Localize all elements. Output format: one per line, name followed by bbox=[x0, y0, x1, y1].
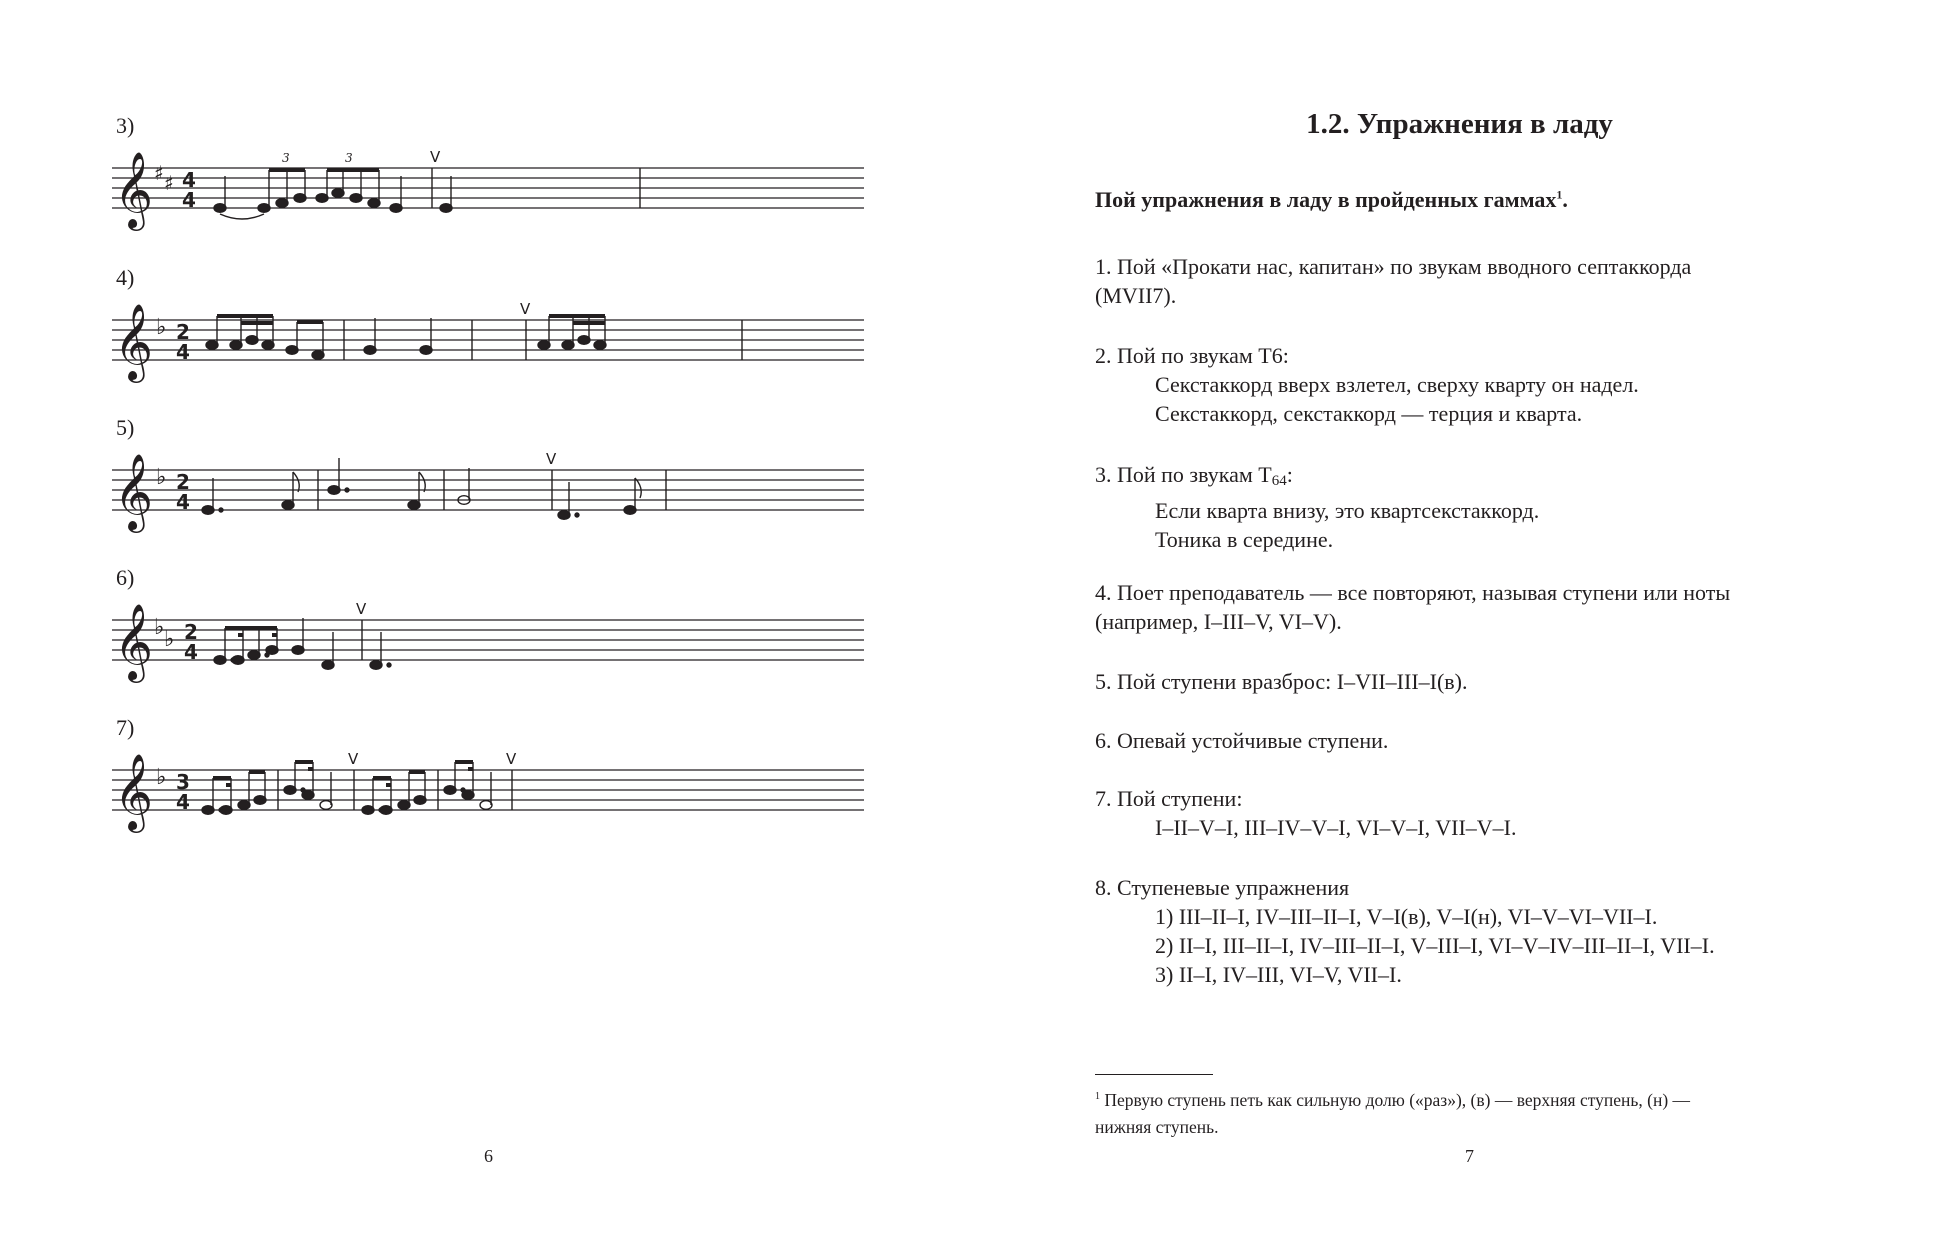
item-head: 3. Пой по звукам $T_{64}$: bbox=[1095, 462, 1293, 489]
footnote-text: Первую ступень петь как сильную долю («раз»), (в) — верхняя ступень, (н) — bbox=[1104, 1089, 1691, 1110]
time-signature-bottom: 4 bbox=[176, 340, 190, 364]
time-signature-bottom: 4 bbox=[182, 188, 196, 212]
exercise-item-6 bbox=[1095, 726, 1825, 755]
sharp-icon: ♯ bbox=[164, 171, 174, 195]
time-signature-bottom: 4 bbox=[176, 790, 190, 814]
exercise-item-5 bbox=[1095, 667, 1825, 696]
breath-mark: V bbox=[520, 300, 531, 318]
lead-paragraph bbox=[1095, 187, 1568, 213]
item-line: (например, I–III–V, VI–V). bbox=[1095, 609, 1342, 634]
example-label: 5) bbox=[116, 415, 135, 440]
notes bbox=[202, 750, 517, 814]
music-staff-example-3 bbox=[112, 140, 872, 230]
breath-mark: V bbox=[506, 750, 517, 768]
footnote-reference: 1 bbox=[1556, 187, 1563, 202]
item-line: (MVII7). bbox=[1095, 283, 1177, 308]
exercise-item-7 bbox=[1095, 784, 1825, 842]
flat-icon: ♭ bbox=[164, 627, 175, 652]
breath-mark: V bbox=[356, 600, 367, 618]
music-staff-example-5 bbox=[112, 442, 872, 532]
right-page bbox=[973, 0, 1946, 1251]
treble-clef-icon: 𝄞 bbox=[114, 303, 154, 380]
item-line: 1. Пой «Прокати нас, капитан» по звукам вводного септаккорда bbox=[1095, 254, 1692, 279]
treble-clef-icon: 𝄞 bbox=[114, 151, 154, 228]
time-signature-top: 3 bbox=[176, 770, 190, 794]
flat-icon: ♭ bbox=[156, 465, 167, 490]
item-subline: Секстаккорд вверх взлетел, сверху кварту он надел. bbox=[1155, 372, 1639, 397]
breath-mark: V bbox=[348, 750, 359, 768]
item-line: 6. Опевай устойчивые ступени. bbox=[1095, 728, 1389, 753]
example-label: 4) bbox=[116, 265, 135, 290]
item-subline: 2) II–I, III–II–I, IV–III–II–I, V–III–I, VI–V–IV–III–II–I, VII–I. bbox=[1155, 933, 1715, 958]
item-subline: I–II–V–I, III–IV–V–I, VI–V–I, VII–V–I. bbox=[1155, 815, 1517, 840]
item-head: 7. Пой ступени: bbox=[1095, 786, 1243, 811]
item-subline: Секстаккорд, секстаккорд — терция и кварта. bbox=[1155, 401, 1583, 426]
item-subline: 3) II–I, IV–III, VI–V, VII–I. bbox=[1155, 962, 1402, 987]
time-signature-bottom: 4 bbox=[176, 490, 190, 514]
section-title: 1.2. Упражнения в ладу bbox=[1306, 108, 1613, 140]
music-staff-example-7 bbox=[112, 742, 872, 832]
example-label: 3) bbox=[116, 113, 135, 138]
notes bbox=[202, 450, 666, 519]
tuplet-mark: 3 bbox=[345, 151, 353, 165]
treble-clef-icon: 𝄞 bbox=[114, 753, 154, 830]
flat-icon: ♭ bbox=[156, 765, 167, 790]
time-signature-top: 4 bbox=[182, 168, 196, 192]
notes bbox=[214, 600, 391, 669]
breath-mark: V bbox=[430, 148, 441, 166]
treble-clef-icon: 𝄞 bbox=[114, 453, 154, 530]
lead-text: Пой упражнения в ладу в пройденных гаммах bbox=[1095, 187, 1557, 212]
music-staff-example-4 bbox=[112, 292, 872, 382]
example-label: 7) bbox=[116, 715, 135, 740]
footnote-divider bbox=[1095, 1074, 1213, 1075]
flat-icon: ♭ bbox=[154, 615, 165, 640]
time-signature-top: 2 bbox=[184, 620, 198, 644]
footnote-text: нижняя ступень. bbox=[1095, 1116, 1219, 1137]
time-signature-top: 2 bbox=[176, 320, 190, 344]
item-head: 2. Пой по звукам T6: bbox=[1095, 343, 1289, 368]
sharp-icon: ♯ bbox=[154, 161, 164, 185]
item-subline: 1) III–II–I, IV–III–II–I, V–I(в), V–I(н), VI–V–VI–VII–I. bbox=[1155, 904, 1658, 929]
exercise-item-8 bbox=[1095, 873, 1825, 989]
exercise-item-2 bbox=[1095, 341, 1825, 428]
lead-end: . bbox=[1562, 187, 1568, 212]
tuplet-mark: 3 bbox=[282, 151, 290, 165]
page-number: 6 bbox=[484, 1146, 493, 1166]
treble-clef-icon: 𝄞 bbox=[114, 603, 154, 680]
exercise-item-3 bbox=[1095, 460, 1825, 554]
item-subline: Если кварта внизу, это квартсекстаккорд. bbox=[1155, 498, 1540, 523]
flat-icon: ♭ bbox=[156, 315, 167, 340]
item-subline: Тоника в середине. bbox=[1155, 527, 1334, 552]
item-line: 5. Пой ступени вразброс: I–VII–III–I(в). bbox=[1095, 669, 1468, 694]
footnote bbox=[1095, 1083, 1825, 1141]
breath-mark: V bbox=[546, 450, 557, 468]
item-head: 8. Ступеневые упражнения bbox=[1095, 875, 1350, 900]
exercise-item-4 bbox=[1095, 578, 1825, 636]
time-signature-top: 2 bbox=[176, 470, 190, 494]
example-label: 6) bbox=[116, 565, 135, 590]
time-signature-bottom: 4 bbox=[184, 640, 198, 664]
page-number: 7 bbox=[1465, 1146, 1474, 1166]
exercise-item-1 bbox=[1095, 252, 1825, 310]
footnote-mark: 1 bbox=[1095, 1091, 1100, 1102]
item-line: 4. Поет преподаватель — все повторяют, называя ступени или ноты bbox=[1095, 580, 1731, 605]
music-staff-example-6 bbox=[112, 592, 872, 682]
